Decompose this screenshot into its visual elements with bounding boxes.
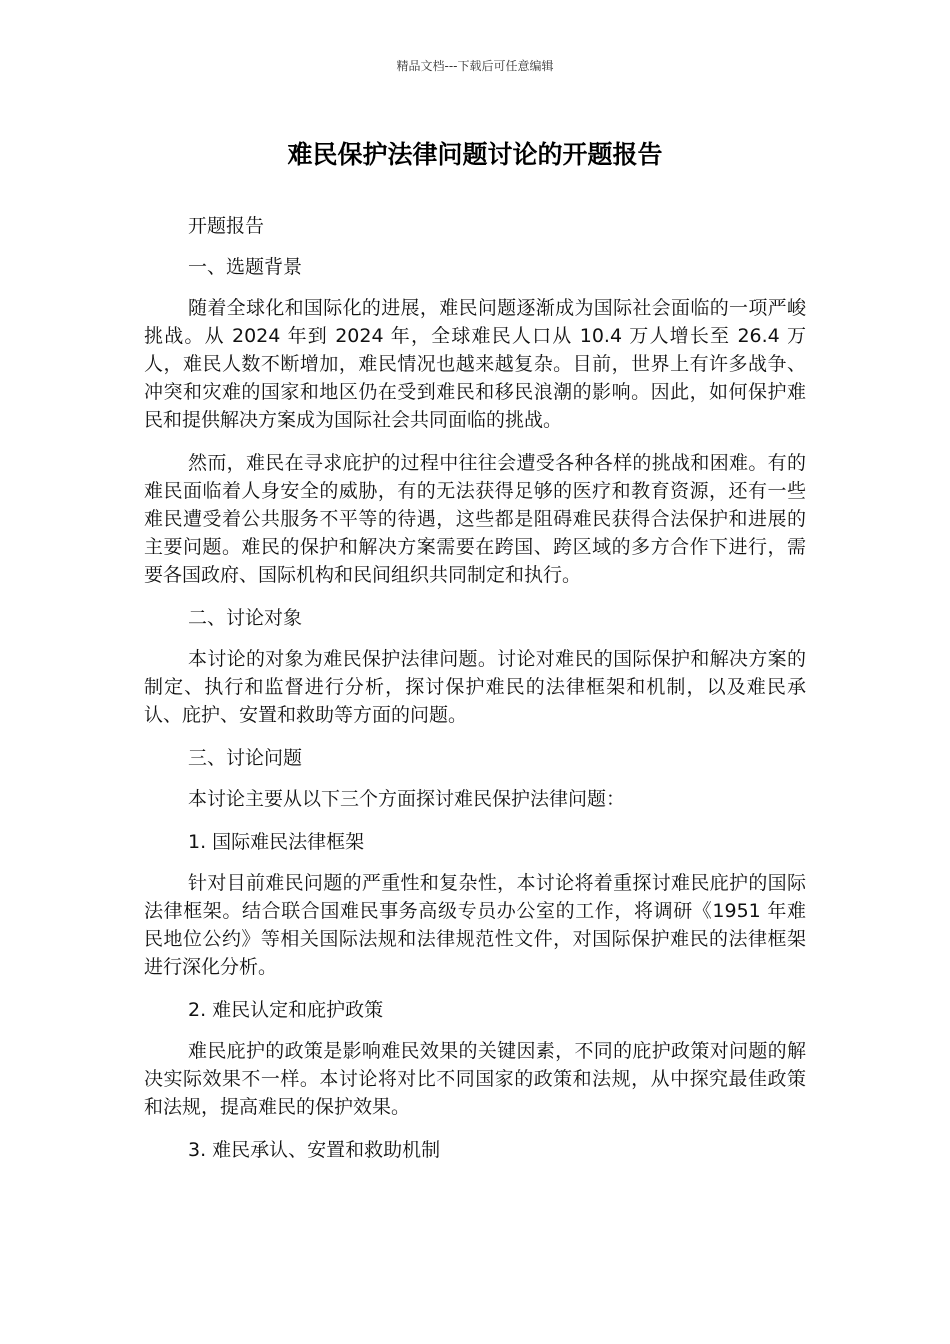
section-2-paragraph: 本讨论的对象为难民保护法律问题。讨论对难民的国际保护和解决方案的制定、执行和监督进行分析，探讨保护难民的法律框架和机制，以及难民承认、庇护、安置和救助等方面的问题。 [144,648,806,726]
section-1-paragraph-2: 然而，难民在寻求庇护的过程中往往会遭受各种各样的挑战和困难。有的难民面临着人身安全的威胁，有的无法获得足够的医疗和教育资源，还有一些难民遭受着公共服务不平等的待遇，这些都是阻碍难民获得合法保护和进展的主要问题。难民的保护和解决方案需要在跨国、跨区域的多方合作下进行，需要各国政府、国际机构和民间组织共同制定和执行。 [144,452,806,586]
section-1-heading: 一、选题背景 [188,256,303,278]
item-2-paragraph: 难民庇护的政策是影响难民效果的关键因素，不同的庇护政策对问题的解决实际效果不一样。本讨论将对比不同国家的政策和法规，从中探究最佳政策和法规，提高难民的保护效果。 [144,1040,806,1118]
item-2-heading: 2. 难民认定和庇护政策 [188,999,384,1021]
section-1-paragraph-1: 随着全球化和国际化的进展，难民问题逐渐成为国际社会面临的一项严峻挑战。从 2024 年到 2024 年，全球难民人口从 10.4 万人增长至 26.4 万人，难民人数不断增加，难民情况也越来越复杂。目前，世界上有许多战争、冲突和灾难的国家和地区仍在受到难民和移民浪潮的影响。因此，如何保护难民和提供解决方案成为国际社会共同面临的挑战。 [144,297,806,431]
item-3-heading: 3. 难民承认、安置和救助机制 [188,1139,441,1161]
document-title: 难民保护法律问题讨论的开题报告 [287,140,663,169]
section-3-intro: 本讨论主要从以下三个方面探讨难民保护法律问题： [188,788,626,810]
section-3-heading: 三、讨论问题 [188,747,303,769]
item-1-paragraph: 针对目前难民问题的严重性和复杂性，本讨论将着重探讨难民庇护的国际法律框架。结合联合国难民事务高级专员办公室的工作，将调研《1951 年难民地位公约》等相关国际法规和法律规范性文件，对国际保护难民的法律框架进行深化分析。 [144,872,806,978]
item-1-heading: 1. 国际难民法律框架 [188,831,365,853]
document-body [144,212,806,1177]
intro-label: 开题报告 [188,215,265,237]
header-note: 精品文档---下载后可任意编辑 [396,59,554,73]
section-2-heading: 二、讨论对象 [188,607,303,629]
